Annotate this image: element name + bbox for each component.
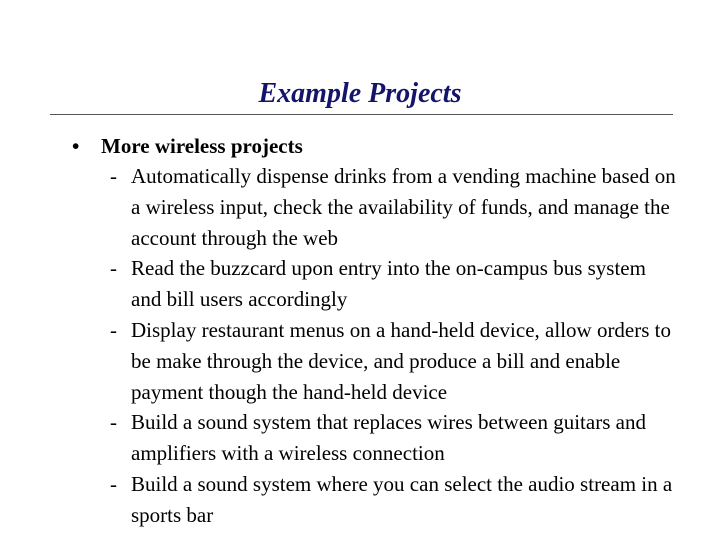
sub-item-buzzcard: [0, 253, 681, 315]
dash-marker: -: [110, 471, 117, 496]
sub-item-text: Read the buzzcard upon entry into the on-campus bus system and bill users accordingly: [131, 256, 646, 312]
bullet-marker: •: [72, 134, 80, 158]
dash-marker: -: [110, 317, 117, 342]
bullet-text: More wireless projects: [101, 134, 303, 158]
sub-item-sound-guitars: [0, 407, 681, 469]
dash-marker: -: [110, 256, 117, 281]
dash-marker: -: [110, 410, 117, 435]
sub-item-text: Build a sound system that replaces wires between guitars and amplifiers with a wireless connection: [131, 410, 646, 466]
sub-item-sound-sports-bar: [0, 469, 681, 531]
sub-item-text: Display restaurant menus on a hand-held device, allow orders to be make through the device, and produce a bill and enable payment though the hand-held device: [131, 317, 672, 404]
sub-list: [0, 161, 720, 531]
sub-item-restaurant-menus: [0, 315, 681, 407]
dash-marker: -: [110, 164, 117, 188]
sub-item-text: Build a sound system where you can select the audio stream in a sports bar: [131, 471, 673, 527]
bullet-item: [0, 131, 720, 161]
sub-item-vending: [0, 161, 681, 253]
slide-title: Example Projects: [258, 78, 462, 109]
sub-item-text: Automatically dispense drinks from a vending machine based on a wireless input, check the availability of funds, and manage the account through the web: [131, 164, 676, 250]
slide-content: [0, 131, 720, 531]
title-divider: [50, 114, 673, 115]
